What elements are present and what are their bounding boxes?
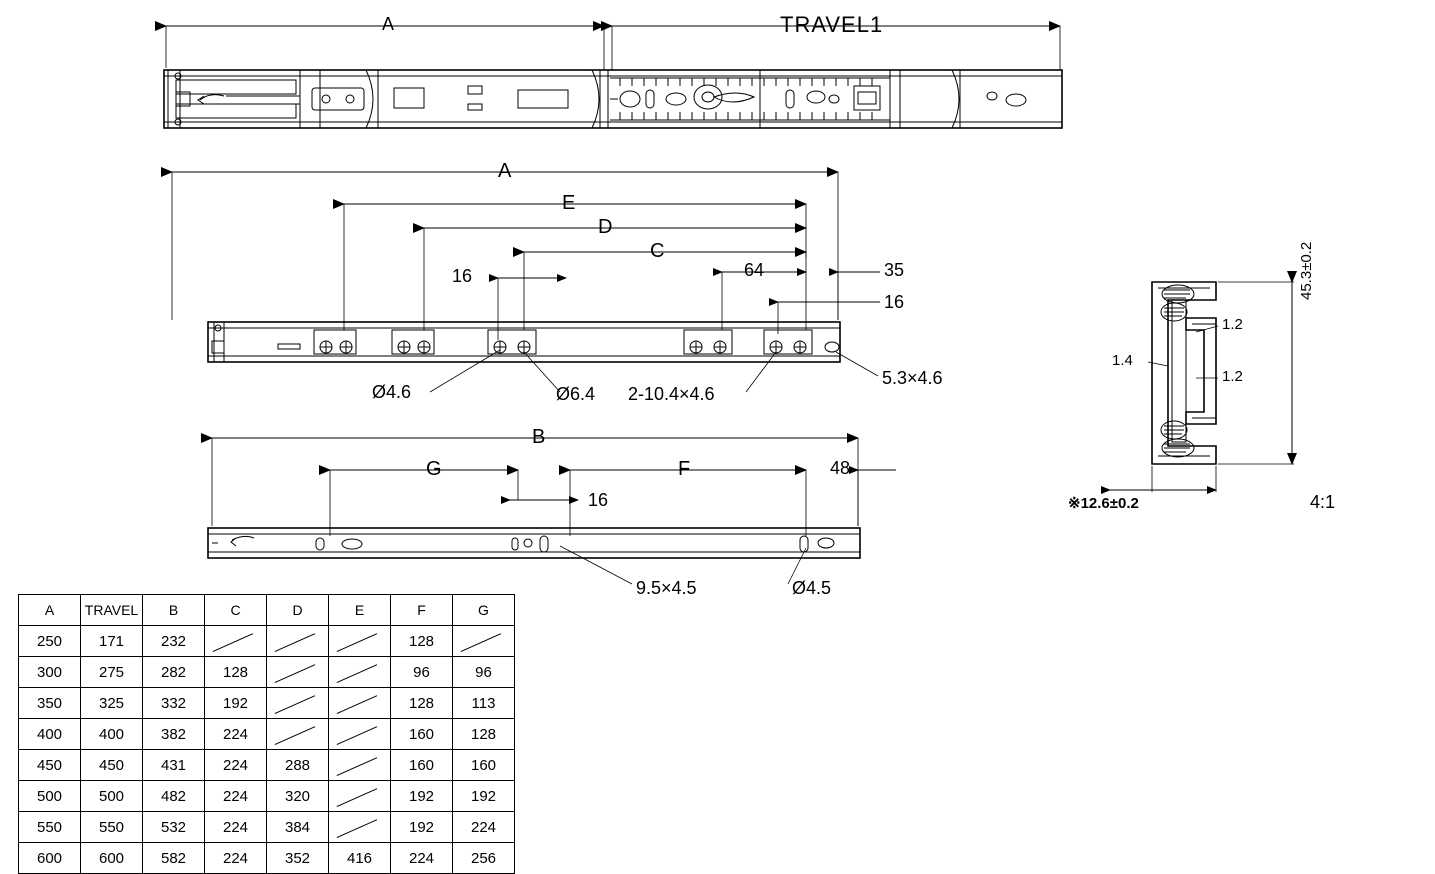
- table-cell: 382: [143, 719, 205, 750]
- table-cell: 256: [453, 843, 515, 874]
- table-row: [19, 657, 515, 688]
- table-cell: 192: [391, 781, 453, 812]
- note-slot-9p5x4p5: 9.5×4.5: [636, 578, 697, 598]
- dim-label-D: D: [598, 216, 613, 238]
- table-cell: [267, 719, 329, 750]
- table-col-header-travel: TRAVEL: [81, 595, 143, 626]
- dim-label-16-left: 16: [452, 266, 473, 286]
- table-cell: [453, 626, 515, 657]
- table-cell: 250: [19, 626, 81, 657]
- table-cell: 550: [81, 812, 143, 843]
- table-col-header-b: B: [143, 595, 205, 626]
- table-cell: 431: [143, 750, 205, 781]
- table-row: [19, 626, 515, 657]
- table-cell: 224: [205, 719, 267, 750]
- table-col-header-f: F: [391, 595, 453, 626]
- note-hole-6p4: Ø6.4: [556, 384, 596, 404]
- table-header-row: [19, 595, 515, 626]
- dimension-table: [18, 594, 515, 874]
- dim-label-travel1: TRAVEL1: [780, 12, 884, 37]
- dim-label-64: 64: [744, 260, 765, 280]
- dim-label-B: B: [532, 426, 546, 448]
- table-cell: 224: [453, 812, 515, 843]
- dim-label-A-middle: A: [498, 160, 512, 182]
- dim-label-16-bottom: 16: [588, 490, 609, 510]
- thickness-top: 1.2: [1222, 316, 1243, 333]
- table-row: [19, 843, 515, 874]
- table-cell: 224: [205, 750, 267, 781]
- dim-label-F: F: [678, 458, 691, 480]
- dim-label-A-top: A: [382, 14, 395, 34]
- table-cell: 352: [267, 843, 329, 874]
- table-cell: 128: [453, 719, 515, 750]
- table-cell: 224: [205, 812, 267, 843]
- table-cell: 128: [391, 626, 453, 657]
- table-col-header-e: E: [329, 595, 391, 626]
- dim-label-C: C: [650, 240, 665, 262]
- top-view-slide: [164, 26, 1062, 128]
- dim-label-16-right: 16: [884, 292, 905, 312]
- table-cell: 400: [19, 719, 81, 750]
- table-cell: 532: [143, 812, 205, 843]
- table-cell: 96: [391, 657, 453, 688]
- bottom-view-inner-member: [208, 438, 896, 584]
- note-hole-4p5: Ø4.5: [792, 578, 832, 598]
- table-cell: 600: [81, 843, 143, 874]
- table-col-header-d: D: [267, 595, 329, 626]
- table-cell: 300: [19, 657, 81, 688]
- section-width-dim: ※12.6±0.2: [1068, 495, 1139, 512]
- table-cell: 350: [19, 688, 81, 719]
- table-cell: 500: [81, 781, 143, 812]
- section-view: [1110, 282, 1294, 492]
- table-cell: 128: [391, 688, 453, 719]
- table-cell: 160: [391, 719, 453, 750]
- table-cell: 332: [143, 688, 205, 719]
- thickness-mid: 1.2: [1222, 368, 1243, 385]
- table-cell: 384: [267, 812, 329, 843]
- table-cell: 550: [19, 812, 81, 843]
- table-cell: 288: [267, 750, 329, 781]
- table-cell: 171: [81, 626, 143, 657]
- table-row: [19, 750, 515, 781]
- table-row: [19, 719, 515, 750]
- table-row: [19, 781, 515, 812]
- section-scale: 4:1: [1310, 492, 1336, 512]
- note-hole-4p6: Ø4.6: [372, 382, 412, 402]
- table-cell: 400: [81, 719, 143, 750]
- thickness-left: 1.4: [1112, 352, 1133, 369]
- table-cell: 113: [453, 688, 515, 719]
- table-cell: 160: [453, 750, 515, 781]
- table-col-header-g: G: [453, 595, 515, 626]
- table-cell: 192: [391, 812, 453, 843]
- table-cell: [329, 812, 391, 843]
- table-cell: 282: [143, 657, 205, 688]
- table-cell: 450: [81, 750, 143, 781]
- table-cell: 500: [19, 781, 81, 812]
- dim-label-48: 48: [830, 458, 851, 478]
- section-height-dim: 45.3±0.2: [1298, 241, 1315, 300]
- table-cell: 160: [391, 750, 453, 781]
- table-cell: 224: [391, 843, 453, 874]
- table-cell: 482: [143, 781, 205, 812]
- table-row: [19, 812, 515, 843]
- note-hole-5p3x4p6: 5.3×4.6: [882, 368, 943, 388]
- table-col-header-c: C: [205, 595, 267, 626]
- table-cell: 192: [205, 688, 267, 719]
- middle-view-outer-member: [172, 172, 880, 392]
- note-hole-10p4x4p6: 2-10.4×4.6: [628, 384, 715, 404]
- table-cell: [205, 626, 267, 657]
- table-cell: 325: [81, 688, 143, 719]
- table-cell: 582: [143, 843, 205, 874]
- table-col-header-a: A: [19, 595, 81, 626]
- table-cell: 96: [453, 657, 515, 688]
- table-cell: 192: [453, 781, 515, 812]
- table-row: [19, 688, 515, 719]
- dim-label-35: 35: [884, 260, 905, 280]
- dim-label-E: E: [562, 192, 576, 214]
- table-cell: 450: [19, 750, 81, 781]
- table-cell: 232: [143, 626, 205, 657]
- table-cell: 128: [205, 657, 267, 688]
- table-cell: 600: [19, 843, 81, 874]
- table-cell: 320: [267, 781, 329, 812]
- table-cell: 224: [205, 843, 267, 874]
- dim-label-G: G: [426, 458, 442, 480]
- table-cell: 416: [329, 843, 391, 874]
- table-cell: 224: [205, 781, 267, 812]
- table-cell: 275: [81, 657, 143, 688]
